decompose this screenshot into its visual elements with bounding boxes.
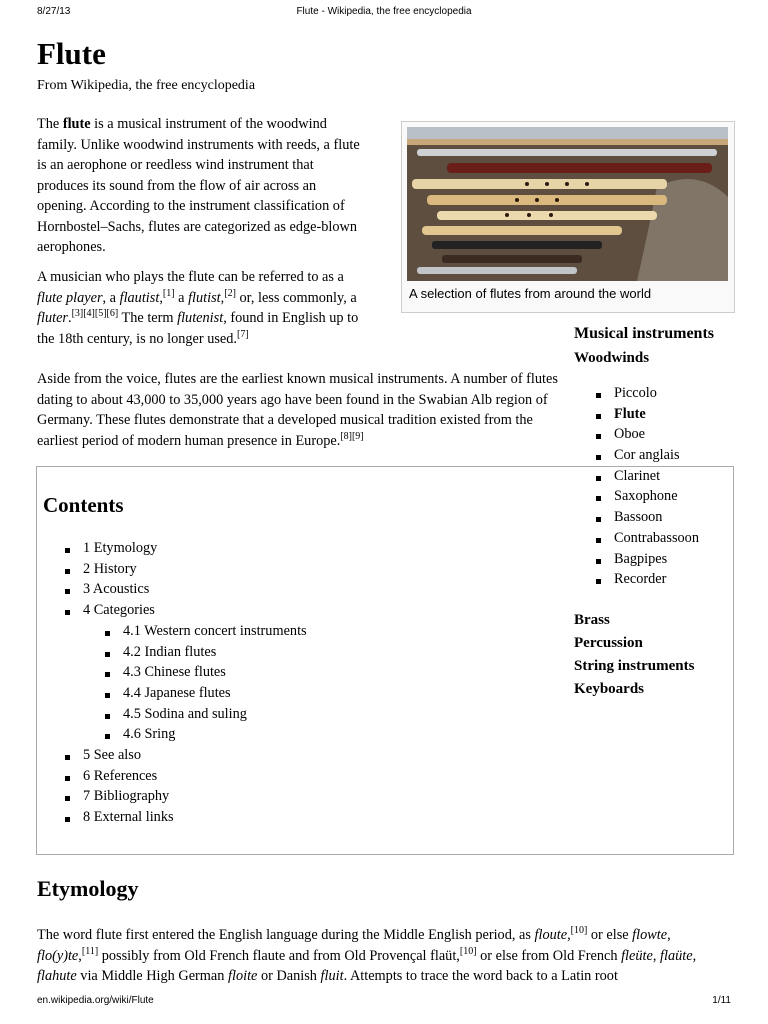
toc-item[interactable]: 6 References xyxy=(65,768,174,789)
toc-item[interactable]: 8 External links xyxy=(65,809,174,830)
intro-paragraph-2: A musician who plays the flute can be referred to as a flute player, a flautist,[1] a flutist,[2] or, less commonly, a fluter.[3][4][5][6] The term flutenist, found in English up to the 18th century, is no longer used.[7] xyxy=(37,269,359,347)
toc-subitem[interactable]: 4.6 Sring xyxy=(105,726,307,747)
print-date: 8/27/13 xyxy=(37,6,71,17)
toc-subitem[interactable]: 4.4 Japanese flutes xyxy=(105,685,307,706)
toc-sublist xyxy=(105,623,307,747)
print-url: en.wikipedia.org/wiki/Flute xyxy=(37,995,154,1006)
navbox-group-strings[interactable]: String instruments xyxy=(574,658,695,674)
navbox-item[interactable]: Piccolo xyxy=(596,385,699,406)
toc-subitem[interactable]: 4.5 Sodina and suling xyxy=(105,706,307,727)
navbox-item[interactable]: Contrabassoon xyxy=(596,530,699,551)
navbox-group-keyboards[interactable]: Keyboards xyxy=(574,681,645,697)
flutes-illustration xyxy=(407,127,728,281)
navbox-group-brass[interactable]: Brass xyxy=(574,612,610,628)
navbox-item[interactable]: Recorder xyxy=(596,571,699,592)
toc-subitem[interactable]: 4.2 Indian flutes xyxy=(105,644,307,665)
section-heading-etymology: Etymology xyxy=(37,876,139,901)
toc-subitem[interactable]: 4.1 Western concert instruments xyxy=(105,623,307,644)
navbox-item[interactable]: Cor anglais xyxy=(596,447,699,468)
navbox-item[interactable]: Saxophone xyxy=(596,488,699,509)
print-page-number: 1/11 xyxy=(712,995,731,1006)
toc-item[interactable]: 2 History xyxy=(65,561,157,582)
toc-item[interactable]: 3 Acoustics xyxy=(65,581,157,602)
intro-paragraph-1: The flute is a musical instrument of the woodwind family. Unlike woodwind instruments with reeds, a flute is an aerophone or reedless wind instrument that produces its sound from the flow of air across an opening. According to the instrument classification of Hornbostel–Sachs, flutes are categorized as edge-blown aerophones. xyxy=(37,116,360,255)
toc-item[interactable]: 7 Bibliography xyxy=(65,788,174,809)
toc-item[interactable]: 5 See also xyxy=(65,747,174,768)
toc-list xyxy=(65,540,157,623)
toc-item[interactable]: 1 Etymology xyxy=(65,540,157,561)
intro-paragraph-3: Aside from the voice, flutes are the earliest known musical instruments. A number of flutes dating to about 43,000 to 35,000 years ago have been found in the Swabian Alb region of Germany. These flutes demonstrate that a developed musical tradition existed from the earliest period of modern human presence in Europe.[8][9] xyxy=(37,371,558,449)
toc-list-continued xyxy=(65,747,174,830)
navbox-item-current: Flute xyxy=(596,406,699,427)
etymology-paragraph: The word flute first entered the English language during the Middle English period, as floute,[10] or else flowte, flo(y)te,[11] possibly from Old French flaute and from Old Provençal flaüt,[10] or else from Old French fleüte, flaüte, flahute via Middle High German floite or Danish fluit. Attempts to trace the word back to a Latin root xyxy=(37,925,697,984)
navbox-item[interactable]: Bagpipes xyxy=(596,551,699,572)
page-title: Flute xyxy=(37,36,106,71)
flutes-image-thumbnail[interactable] xyxy=(401,121,735,313)
toc-title: Contents xyxy=(43,493,124,517)
navbox-group-woodwinds[interactable]: Woodwinds xyxy=(574,350,650,366)
navbox-item[interactable]: Clarinet xyxy=(596,468,699,489)
navbox-item[interactable]: Bassoon xyxy=(596,509,699,530)
print-title: Flute - Wikipedia, the free encyclopedia xyxy=(296,6,472,17)
navbox-group-percussion[interactable]: Percussion xyxy=(574,635,643,651)
flutes-photo[interactable] xyxy=(407,127,728,281)
navbox-title[interactable]: Musical instruments xyxy=(574,325,714,342)
navbox-item[interactable]: Oboe xyxy=(596,426,699,447)
page-subtitle: From Wikipedia, the free encyclopedia xyxy=(37,78,256,93)
image-caption: A selection of flutes from around the world xyxy=(409,286,652,301)
toc-item[interactable]: 4 Categories xyxy=(65,602,157,623)
table-of-contents xyxy=(36,466,734,855)
toc-subitem[interactable]: 4.3 Chinese flutes xyxy=(105,664,307,685)
